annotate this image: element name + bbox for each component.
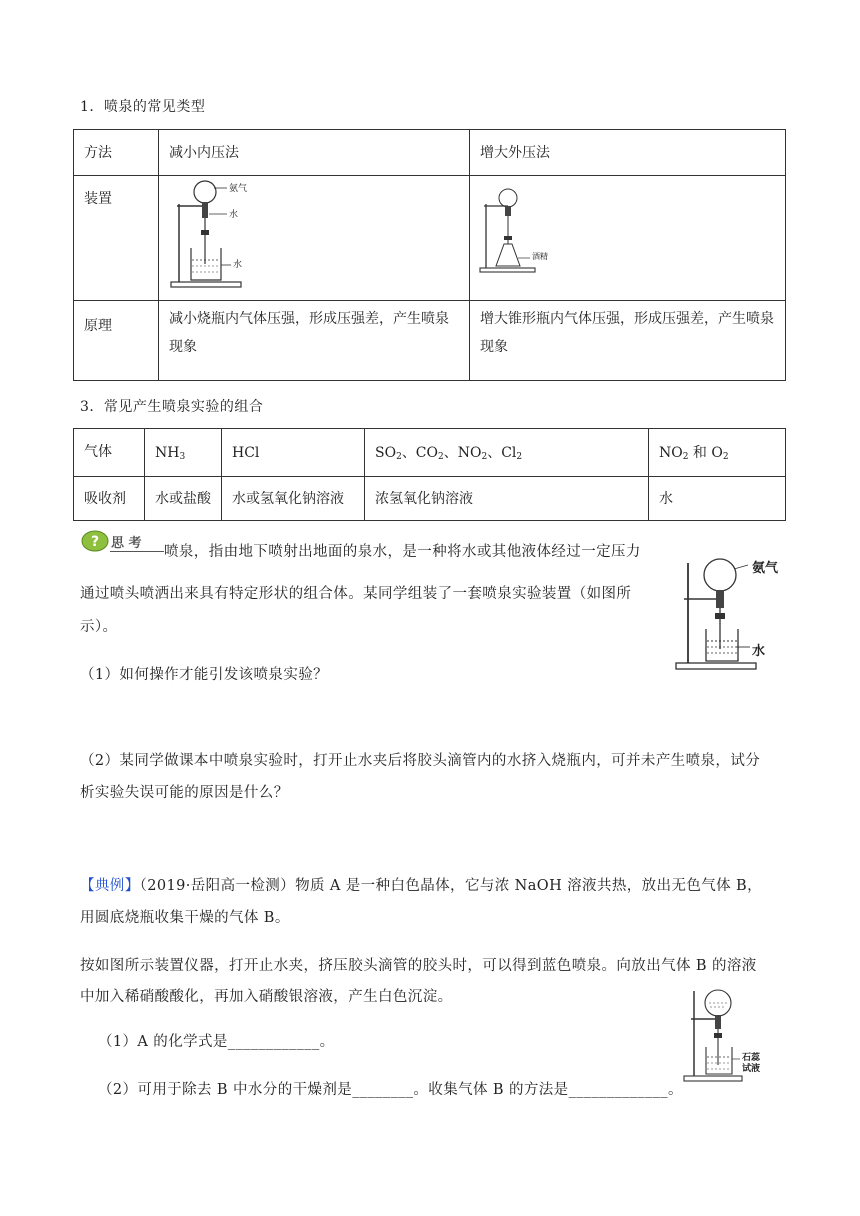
cell-gas-label: 气体 <box>74 429 145 477</box>
example-question-2: （2）可用于除去 B 中水分的干燥剂是________。收集气体 B 的方法是_____________。 <box>98 1082 683 1098</box>
cell-principle-label: 原理 <box>74 301 159 381</box>
cell-method-col1: 减小内压法 <box>159 130 470 176</box>
think-question-2-line-1: （2）某同学做课本中喷泉实验时，打开止水夹后将胶头滴管内的水挤入烧瓶内，可并未产生喷泉，试分 <box>80 753 761 769</box>
cell-absorber-c3: 浓氢氧化钠溶液 <box>365 477 649 521</box>
label-water-bottom: 水 <box>233 260 243 270</box>
example-line-4: 中加入稀硝酸酸化，再加入硝酸银溶液，产生白色沉淀。 <box>80 989 453 1005</box>
svg-text:?: ? <box>90 534 100 550</box>
think-line-3: 示）。 <box>80 619 118 635</box>
cell-gas-hcl: HCl <box>222 429 365 477</box>
fountain-types-table <box>73 129 786 381</box>
question-bubble-icon <box>80 530 110 554</box>
section1-heading: 1．喷泉的常见类型 <box>80 99 206 115</box>
cell-method-col2: 增大外压法 <box>470 130 786 176</box>
think-line-2: 通过喷头喷洒出来具有特定形状的组合体。某同学组装了一套喷泉实验装置（如图所 <box>80 586 632 602</box>
fountain-apparatus-figure-2 <box>478 186 548 276</box>
example-line-3: 按如图所示装置仪器，打开止水夹，挤压胶头滴管的胶头时，可以得到蓝色喷泉。向放出气体 B 的溶液 <box>80 958 757 974</box>
think-question-1: （1）如何操作才能引发该喷泉实验？ <box>80 667 329 683</box>
fountain-apparatus-figure-1 <box>169 178 259 290</box>
cell-principle-col2: 增大锥形瓶内气体压强，形成压强差，产生喷泉现象 <box>470 301 786 381</box>
label-ammonia: 氨气 <box>229 184 248 194</box>
cell-absorber-c4: 水 <box>649 477 786 521</box>
cell-absorber-c2: 水或氢氧化钠溶液 <box>222 477 365 521</box>
cell-method-label: 方法 <box>74 130 159 176</box>
think-badge <box>80 530 164 554</box>
cell-absorber-c1: 水或盐酸 <box>145 477 222 521</box>
example-fig-label-litmus-2: 试液 <box>742 1064 761 1074</box>
example-line-2: 用圆底烧瓶收集干燥的气体 B。 <box>80 910 290 926</box>
example-line-1 <box>80 871 762 901</box>
cell-absorber-label: 吸收剂 <box>74 477 145 521</box>
example-tag: 【典例】 <box>80 878 140 894</box>
cell-device-col2 <box>470 176 786 301</box>
think-question-2-line-2: 析实验失误可能的原因是什么？ <box>80 785 289 801</box>
cell-gas-nh3: $NH_3$ <box>145 429 222 477</box>
example-fig-label-litmus-1: 石蕊 <box>742 1053 761 1063</box>
example-question-1: （1）A 的化学式是____________。 <box>98 1034 335 1050</box>
think-fig-label-ammonia: 氨气 <box>752 561 779 576</box>
cell-principle-col1: 减小烧瓶内气体压强，形成压强差，产生喷泉现象 <box>159 301 470 381</box>
think-label: 思 考 <box>111 536 142 551</box>
cell-device-col1 <box>159 176 470 301</box>
label-water-top: 水 <box>229 210 239 220</box>
fountain-combinations-table <box>73 428 786 521</box>
think-fig-label-water: 水 <box>752 644 766 659</box>
cell-device-label: 装置 <box>74 176 159 301</box>
cell-gas-no2-o2: $NO_2$ 和 $O_2$ <box>649 429 786 477</box>
example-line-1-text: （2019·岳阳高一检测）物质 A 是一种白色晶体，它与浓 NaOH 溶液共热，放出无色气体 B， <box>139 878 763 894</box>
section3-heading: 3．常见产生喷泉实验的组合 <box>80 399 264 415</box>
label-alcohol: 酒精 <box>532 252 548 261</box>
cell-gas-acidic: $SO_2$、$CO_2$、$NO_2$、$Cl_2$ <box>365 429 649 477</box>
think-line-1: 喷泉，指由地下喷射出地面的泉水，是一种将水或其他液体经过一定压力 <box>164 544 641 560</box>
